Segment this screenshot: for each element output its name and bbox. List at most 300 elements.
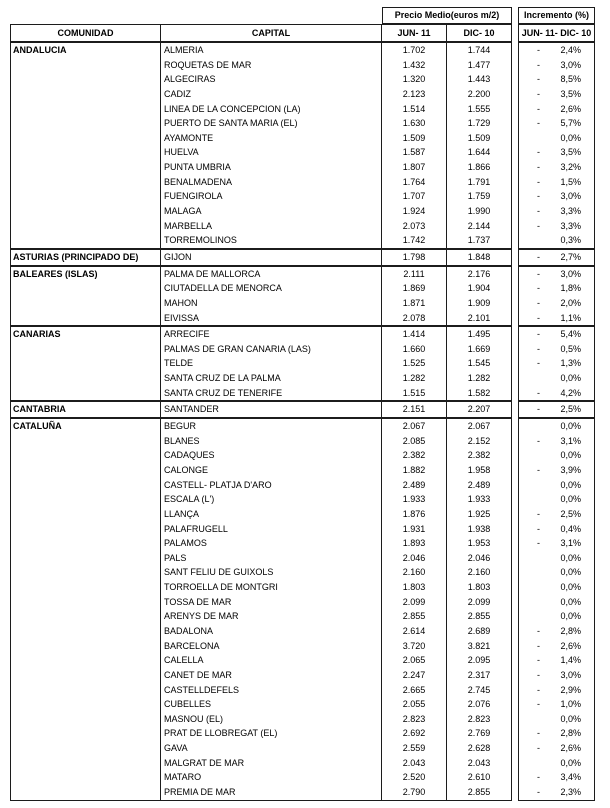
jun11-value: 2.790 bbox=[402, 787, 426, 798]
minus-sign: - bbox=[537, 74, 540, 85]
jun11-value: 1.707 bbox=[402, 191, 426, 202]
jun11-value: 1.432 bbox=[402, 59, 426, 70]
community-name: CATALUÑA bbox=[13, 421, 62, 432]
minus-sign bbox=[537, 609, 545, 624]
capital-cell: GAVA bbox=[164, 743, 188, 754]
community-name: CANARIAS bbox=[13, 329, 61, 340]
capital-cell: CALONGE bbox=[164, 464, 209, 475]
dic10-column bbox=[447, 419, 511, 800]
increment-value: 3,1% bbox=[560, 435, 581, 446]
increment-value: 0,0% bbox=[560, 757, 581, 768]
capital-cell: SANTA CRUZ DE LA PALMA bbox=[164, 373, 281, 384]
increment-cell bbox=[519, 371, 594, 386]
increment-cell bbox=[519, 595, 594, 610]
dic10-value: 1.925 bbox=[467, 508, 491, 519]
capital-cell: BADALONA bbox=[164, 625, 214, 636]
increment-value: 2,5% bbox=[560, 404, 581, 415]
increment-cell bbox=[519, 756, 594, 771]
increment-value: 2,6% bbox=[560, 103, 581, 114]
comunidad-column bbox=[11, 250, 161, 265]
dic10-value: 1.555 bbox=[467, 103, 491, 114]
increment-cell bbox=[519, 102, 594, 117]
capital-cell: AYAMONTE bbox=[164, 132, 214, 143]
increment-cell bbox=[519, 609, 594, 624]
group-main-section bbox=[10, 418, 512, 801]
dic10-value: 1.938 bbox=[467, 523, 491, 534]
jun11-value: 2.123 bbox=[402, 88, 426, 99]
increment-cell bbox=[519, 204, 594, 219]
dic10-value: 2.317 bbox=[467, 669, 491, 680]
dic10-value: 2.076 bbox=[467, 699, 491, 710]
jun11-value: 1.414 bbox=[402, 329, 426, 340]
increment-cell bbox=[519, 492, 594, 507]
increment-value: 1,3% bbox=[560, 358, 581, 369]
group-main-section bbox=[10, 326, 512, 401]
dic10-value: 2.160 bbox=[467, 567, 491, 578]
increment-value: 1,4% bbox=[560, 655, 581, 666]
price-band-header: Precio Medio(euros m/2) bbox=[382, 7, 512, 24]
dic10-value: 1.545 bbox=[467, 358, 491, 369]
increment-cell bbox=[519, 785, 594, 800]
jun11-value: 2.043 bbox=[402, 757, 426, 768]
dic10-value: 1.904 bbox=[467, 283, 491, 294]
jun11-value: 2.855 bbox=[402, 611, 426, 622]
comunidad-column bbox=[11, 402, 161, 417]
capital-cell: PALS bbox=[164, 552, 187, 563]
increment-cell bbox=[519, 327, 594, 342]
minus-sign: - bbox=[537, 176, 540, 187]
header-increment-period: JUN- 11- DIC- 10 bbox=[518, 24, 595, 42]
increment-value: 5,7% bbox=[560, 118, 581, 129]
increment-value: 2,8% bbox=[560, 728, 581, 739]
jun11-value: 2.085 bbox=[402, 435, 426, 446]
minus-sign: - bbox=[537, 297, 540, 308]
minus-sign: - bbox=[537, 404, 540, 415]
dic10-value: 2.095 bbox=[467, 655, 491, 666]
capital-cell: PALMAS DE GRAN CANARIA (LAS) bbox=[164, 343, 311, 354]
minus-sign: - bbox=[537, 387, 540, 398]
increment-value: 4,2% bbox=[560, 387, 581, 398]
increment-cell bbox=[519, 43, 594, 58]
increment-value: 2,8% bbox=[560, 625, 581, 636]
increment-band-header: Incremento (%) bbox=[518, 7, 595, 24]
minus-sign: - bbox=[537, 45, 540, 55]
jun11-value: 1.803 bbox=[402, 582, 426, 593]
jun11-value: 1.893 bbox=[402, 538, 426, 549]
capital-cell: ROQUETAS DE MAR bbox=[164, 59, 252, 70]
dic10-value: 1.759 bbox=[467, 191, 491, 202]
dic10-value: 2.099 bbox=[467, 596, 491, 607]
dic10-value: 1.495 bbox=[467, 329, 491, 340]
minus-sign: - bbox=[537, 508, 540, 519]
minus-sign: - bbox=[537, 743, 540, 754]
dic10-value: 1.477 bbox=[467, 59, 491, 70]
increment-value: 5,4% bbox=[560, 329, 581, 340]
dic10-value: 2.152 bbox=[467, 435, 491, 446]
dic10-value: 3.821 bbox=[467, 640, 491, 651]
dic10-column bbox=[447, 250, 511, 265]
increment-value: 2,7% bbox=[560, 251, 581, 262]
increment-cell bbox=[519, 580, 594, 595]
capital-cell: CASTELL- PLATJA D'ARO bbox=[164, 479, 272, 490]
dic10-value: 2.144 bbox=[467, 220, 491, 231]
dic10-column bbox=[447, 402, 511, 417]
capital-cell: CANET DE MAR bbox=[164, 669, 232, 680]
dic10-column bbox=[447, 327, 511, 400]
jun11-value: 1.742 bbox=[402, 235, 426, 246]
minus-sign: - bbox=[537, 220, 540, 231]
jun11-value: 2.692 bbox=[402, 728, 426, 739]
increment-cell bbox=[519, 551, 594, 566]
increment-cell bbox=[519, 726, 594, 741]
jun11-value: 2.151 bbox=[402, 404, 426, 415]
capital-cell: GIJON bbox=[164, 251, 192, 262]
group-main-section bbox=[10, 42, 512, 249]
capital-cell: MAHON bbox=[164, 297, 198, 308]
jun11-value: 2.382 bbox=[402, 450, 426, 461]
jun11-value: 1.869 bbox=[402, 283, 426, 294]
minus-sign: - bbox=[537, 772, 540, 783]
capital-cell: MASNOU (EL) bbox=[164, 713, 224, 724]
increment-cell bbox=[519, 160, 594, 175]
increment-cell bbox=[519, 250, 594, 265]
dic10-value: 2.610 bbox=[467, 772, 491, 783]
capital-cell: PALMA DE MALLORCA bbox=[164, 268, 261, 279]
dic10-value: 1.737 bbox=[467, 235, 491, 246]
jun11-value: 1.933 bbox=[402, 494, 426, 505]
community-name: BALEARES (ISLAS) bbox=[13, 268, 98, 279]
increment-cell bbox=[519, 175, 594, 190]
jun11-column bbox=[382, 402, 447, 417]
community-name: ASTURIAS (PRINCIPADO DE) bbox=[13, 251, 139, 262]
minus-sign: - bbox=[537, 358, 540, 369]
minus-sign: - bbox=[537, 343, 540, 354]
capital-cell: EIVISSA bbox=[164, 312, 200, 323]
increment-cell bbox=[519, 402, 594, 417]
dic10-value: 2.101 bbox=[467, 312, 491, 323]
dic10-value: 1.282 bbox=[467, 373, 491, 384]
minus-sign: - bbox=[537, 523, 540, 534]
jun11-value: 2.247 bbox=[402, 669, 426, 680]
minus-sign: - bbox=[537, 640, 540, 651]
jun11-value: 1.882 bbox=[402, 464, 426, 475]
capital-cell: MALAGA bbox=[164, 206, 202, 217]
increment-cell bbox=[519, 116, 594, 131]
dic10-value: 1.848 bbox=[467, 251, 491, 262]
increment-cell bbox=[519, 386, 594, 401]
capital-cell: FUENGIROLA bbox=[164, 191, 223, 202]
capital-cell: BENALMADENA bbox=[164, 176, 233, 187]
increment-cell bbox=[519, 624, 594, 639]
minus-sign: - bbox=[537, 251, 540, 262]
capital-cell: PUNTA UMBRIA bbox=[164, 162, 231, 173]
group-main-section bbox=[10, 401, 512, 418]
minus-sign: - bbox=[537, 669, 540, 680]
increment-cell bbox=[519, 219, 594, 234]
community-group bbox=[10, 326, 595, 401]
minus-sign: - bbox=[537, 268, 540, 279]
increment-cell bbox=[519, 434, 594, 449]
dic10-value: 1.909 bbox=[467, 297, 491, 308]
increment-value: 0,0% bbox=[560, 713, 581, 724]
header-capital: CAPITAL bbox=[161, 25, 382, 41]
capital-cell: CASTELLDEFELS bbox=[164, 684, 240, 695]
jun11-value: 1.871 bbox=[402, 297, 426, 308]
increment-value: 2,4% bbox=[560, 45, 581, 55]
capital-column bbox=[161, 419, 382, 800]
increment-value: 2,3% bbox=[560, 787, 581, 798]
capital-cell: SANT FELIU DE GUIXOLS bbox=[164, 567, 274, 578]
jun11-value: 2.065 bbox=[402, 655, 426, 666]
dic10-value: 2.207 bbox=[467, 404, 491, 415]
capital-column bbox=[161, 402, 382, 417]
increment-value: 0,0% bbox=[560, 611, 581, 622]
increment-value: 0,0% bbox=[560, 596, 581, 607]
increment-value: 3,4% bbox=[560, 772, 581, 783]
increment-cell bbox=[519, 536, 594, 551]
dic10-value: 2.745 bbox=[467, 684, 491, 695]
minus-sign: - bbox=[537, 684, 540, 695]
minus-sign bbox=[537, 478, 545, 493]
increment-value: 1,8% bbox=[560, 283, 581, 294]
capital-cell: PUERTO DE SANTA MARIA (EL) bbox=[164, 118, 298, 129]
capital-cell: CIUTADELLA DE MENORCA bbox=[164, 283, 282, 294]
dic10-value: 2.689 bbox=[467, 625, 491, 636]
increment-cell bbox=[519, 356, 594, 371]
increment-cell bbox=[519, 281, 594, 296]
capital-cell: PALAFRUGELL bbox=[164, 523, 228, 534]
jun11-column bbox=[382, 43, 447, 248]
minus-sign bbox=[537, 492, 545, 507]
increment-value: 3,5% bbox=[560, 88, 581, 99]
capital-column bbox=[161, 267, 382, 326]
jun11-value: 1.320 bbox=[402, 74, 426, 85]
dic10-value: 1.990 bbox=[467, 206, 491, 217]
minus-sign: - bbox=[537, 147, 540, 158]
minus-sign bbox=[537, 756, 545, 771]
increment-cell bbox=[519, 478, 594, 493]
increment-cell bbox=[519, 58, 594, 73]
increment-cell bbox=[519, 267, 594, 282]
capital-cell: TORROELLA DE MONTGRI bbox=[164, 582, 278, 593]
community-group bbox=[10, 249, 595, 266]
jun11-value: 2.111 bbox=[403, 268, 425, 279]
jun11-value: 1.587 bbox=[402, 147, 426, 158]
jun11-value: 2.078 bbox=[402, 312, 426, 323]
jun11-value: 1.931 bbox=[402, 523, 426, 534]
dic10-value: 1.803 bbox=[467, 582, 491, 593]
jun11-column bbox=[382, 267, 447, 326]
dic10-column bbox=[447, 267, 511, 326]
increment-cell bbox=[519, 507, 594, 522]
increment-value: 0,0% bbox=[560, 373, 581, 384]
capital-cell: MARBELLA bbox=[164, 220, 213, 231]
dic10-value: 2.855 bbox=[467, 611, 491, 622]
capital-cell: SANTANDER bbox=[164, 404, 219, 415]
capital-cell: ESCALA (L') bbox=[164, 494, 215, 505]
increment-cell bbox=[519, 770, 594, 785]
dic10-value: 2.176 bbox=[467, 268, 491, 279]
increment-column bbox=[518, 418, 595, 801]
increment-value: 0,0% bbox=[560, 582, 581, 593]
minus-sign: - bbox=[537, 625, 540, 636]
table-body bbox=[10, 42, 595, 801]
increment-value: 1,5% bbox=[560, 176, 581, 187]
increment-value: 3,0% bbox=[560, 268, 581, 279]
capital-cell: PREMIA DE MAR bbox=[164, 787, 236, 798]
dic10-value: 1.669 bbox=[467, 343, 491, 354]
dic10-value: 2.043 bbox=[467, 757, 491, 768]
dic10-value: 2.046 bbox=[467, 552, 491, 563]
increment-value: 2,6% bbox=[560, 743, 581, 754]
minus-sign: - bbox=[537, 191, 540, 202]
community-name: CANTABRIA bbox=[13, 404, 66, 415]
increment-cell bbox=[519, 419, 594, 434]
header-comunidad: COMUNIDAD bbox=[11, 25, 161, 41]
minus-sign bbox=[537, 551, 545, 566]
minus-sign bbox=[537, 131, 545, 146]
increment-cell bbox=[519, 697, 594, 712]
capital-cell: MALGRAT DE MAR bbox=[164, 757, 245, 768]
dic10-value: 1.582 bbox=[467, 387, 491, 398]
jun11-value: 2.160 bbox=[402, 567, 426, 578]
header-dic10: DIC- 10 bbox=[463, 28, 495, 38]
jun11-value: 2.614 bbox=[402, 625, 426, 636]
minus-sign bbox=[537, 595, 545, 610]
increment-value: 3,1% bbox=[560, 538, 581, 549]
dic10-value: 2.489 bbox=[467, 479, 491, 490]
jun11-value: 1.798 bbox=[402, 251, 426, 262]
group-main-section bbox=[10, 249, 512, 266]
increment-cell bbox=[519, 565, 594, 580]
jun11-value: 1.924 bbox=[402, 206, 426, 217]
dic10-value: 2.628 bbox=[467, 743, 491, 754]
minus-sign: - bbox=[537, 206, 540, 217]
increment-cell bbox=[519, 522, 594, 537]
header-jun11: JUN- 11 bbox=[382, 25, 447, 41]
capital-cell: LINEA DE LA CONCEPCION (LA) bbox=[164, 103, 301, 114]
comunidad-column bbox=[11, 267, 161, 326]
increment-value: 0,0% bbox=[560, 132, 581, 143]
jun11-value: 2.489 bbox=[402, 479, 426, 490]
minus-sign: - bbox=[537, 728, 540, 739]
increment-value: 0,0% bbox=[560, 494, 581, 505]
minus-sign: - bbox=[537, 538, 540, 549]
increment-value: 2,6% bbox=[560, 640, 581, 651]
increment-value: 0,0% bbox=[560, 450, 581, 461]
dic10-value: 1.933 bbox=[467, 494, 491, 505]
jun11-value: 1.807 bbox=[402, 162, 426, 173]
dic10-value: 1.791 bbox=[467, 176, 491, 187]
increment-column bbox=[518, 326, 595, 401]
capital-cell: BLANES bbox=[164, 435, 200, 446]
jun11-value: 1.282 bbox=[402, 373, 426, 384]
capital-cell: BEGUR bbox=[164, 421, 197, 432]
minus-sign: - bbox=[537, 464, 540, 475]
minus-sign bbox=[537, 371, 545, 386]
community-group bbox=[10, 401, 595, 418]
jun11-column bbox=[382, 250, 447, 265]
increment-value: 0,0% bbox=[560, 421, 581, 432]
minus-sign: - bbox=[537, 59, 540, 70]
increment-value: 0,0% bbox=[560, 552, 581, 563]
dic10-value: 1.443 bbox=[467, 74, 491, 85]
capital-cell: CUBELLES bbox=[164, 699, 212, 710]
increment-column bbox=[518, 266, 595, 327]
increment-value: 1,1% bbox=[560, 312, 581, 323]
minus-sign: - bbox=[537, 162, 540, 173]
dic10-value: 1.644 bbox=[467, 147, 491, 158]
capital-cell: PALAMOS bbox=[164, 538, 207, 549]
capital-cell: TORREMOLINOS bbox=[164, 235, 237, 246]
dic10-value: 1.744 bbox=[467, 45, 491, 55]
increment-value: 3,0% bbox=[560, 669, 581, 680]
minus-sign: - bbox=[537, 283, 540, 294]
increment-value: 0,4% bbox=[560, 523, 581, 534]
capital-cell: HUELVA bbox=[164, 147, 199, 158]
jun11-value: 1.660 bbox=[402, 343, 426, 354]
increment-cell bbox=[519, 311, 594, 326]
jun11-value: 3.720 bbox=[402, 640, 426, 651]
increment-cell bbox=[519, 296, 594, 311]
jun11-column bbox=[382, 327, 447, 400]
comunidad-column bbox=[11, 327, 161, 400]
increment-value: 3,3% bbox=[560, 206, 581, 217]
comunidad-column bbox=[11, 419, 161, 800]
minus-sign bbox=[537, 448, 545, 463]
minus-sign bbox=[537, 712, 545, 727]
increment-column bbox=[518, 401, 595, 418]
increment-value: 1,0% bbox=[560, 699, 581, 710]
increment-cell bbox=[519, 87, 594, 102]
dic10-value: 1.953 bbox=[467, 538, 491, 549]
jun11-value: 2.665 bbox=[402, 684, 426, 695]
increment-cell bbox=[519, 145, 594, 160]
dic10-value: 2.067 bbox=[467, 421, 491, 432]
group-main-section bbox=[10, 266, 512, 327]
jun11-value: 1.764 bbox=[402, 176, 426, 187]
capital-cell: CADIZ bbox=[164, 88, 191, 99]
increment-value: 3,2% bbox=[560, 162, 581, 173]
jun11-value: 2.055 bbox=[402, 699, 426, 710]
jun11-value: 1.630 bbox=[402, 118, 426, 129]
capital-column bbox=[161, 43, 382, 248]
jun11-value: 2.046 bbox=[402, 552, 426, 563]
capital-cell: TELDE bbox=[164, 358, 194, 369]
table-header-row bbox=[10, 24, 512, 42]
minus-sign bbox=[537, 565, 545, 580]
capital-column bbox=[161, 250, 382, 265]
capital-column bbox=[161, 327, 382, 400]
capital-cell: ALGECIRAS bbox=[164, 74, 216, 85]
jun11-column bbox=[382, 419, 447, 800]
increment-value: 2,5% bbox=[560, 508, 581, 519]
minus-sign: - bbox=[537, 88, 540, 99]
dic10-value: 1.509 bbox=[467, 132, 491, 143]
minus-sign bbox=[537, 580, 545, 595]
increment-column bbox=[518, 249, 595, 266]
capital-cell: TOSSA DE MAR bbox=[164, 596, 232, 607]
increment-cell bbox=[519, 683, 594, 698]
capital-cell: CADAQUES bbox=[164, 450, 215, 461]
increment-value: 3,5% bbox=[560, 147, 581, 158]
increment-cell bbox=[519, 741, 594, 756]
jun11-value: 2.559 bbox=[402, 743, 426, 754]
dic10-value: 2.382 bbox=[467, 450, 491, 461]
minus-sign: - bbox=[537, 655, 540, 666]
increment-cell bbox=[519, 463, 594, 478]
capital-cell: CALELLA bbox=[164, 655, 204, 666]
